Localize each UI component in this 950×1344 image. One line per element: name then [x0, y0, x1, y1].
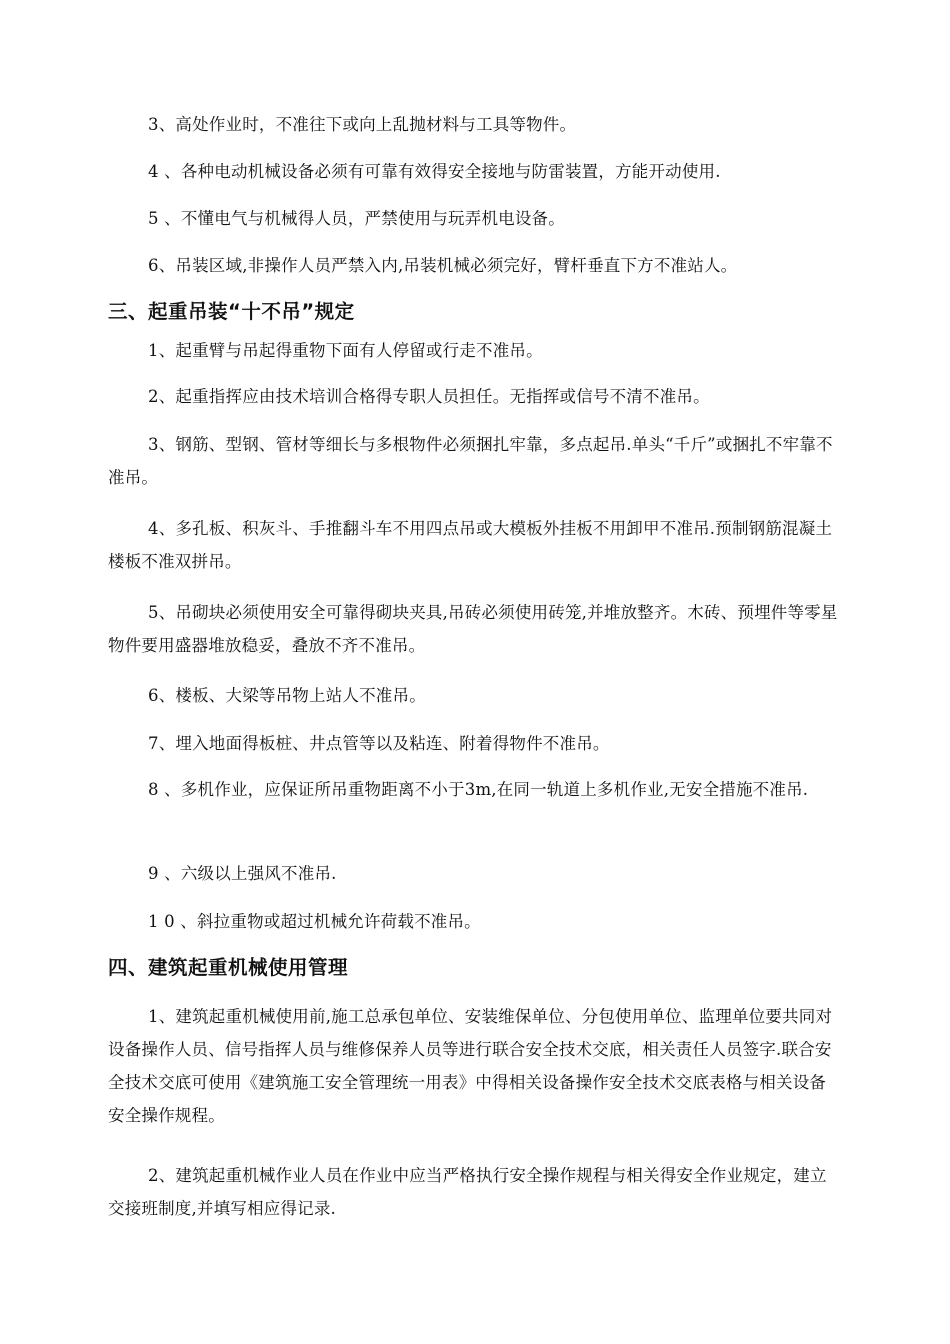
lifting-rule-8: 8 、多机作业，应保证所吊重物距离不小于3m,在同一轨道上多机作业,无安全措施不准吊.	[148, 780, 809, 799]
lifting-rule-4: 4、多孔板、积灰斗、手推翻斗车不用四点吊或大模板外挂板不用卸甲不准吊.预制钢筋混凝土楼板不准双拼吊。	[108, 519, 833, 571]
lifting-rule-10: 1 0 、斜拉重物或超过机械允许荷载不准吊。	[148, 912, 481, 931]
lifting-rule-6: 6、楼板、大梁等吊物上站人不准吊。	[148, 686, 426, 705]
paragraph-item-5: 5 、不懂电气与机械得人员，严禁使用与玩弄机电设备。	[148, 209, 565, 228]
lifting-rule-2: 2、起重指挥应由技术培训合格得专职人员担任。无指挥或信号不清不准吊。	[148, 387, 710, 406]
paragraph-item-3: 3、高处作业时，不准往下或向上乱抛材料与工具等物件。	[148, 115, 577, 134]
management-item-1: 1、建筑起重机械使用前,施工总承包单位、安装维保单位、分包使用单位、监理单位要共同对设备操作人员、信号指挥人员与维修保养人员等进行联合安全技术交底，相关责任人员签字.联合安全技术交底可使用《建筑施工安全管理统一用表》中得相关设备操作安全技术交底表格与相关设备安全操作规程。	[108, 1007, 833, 1125]
paragraph-item-4: 4 、各种电动机械设备必须有可靠有效得安全接地与防雷装置，方能开动使用.	[148, 162, 721, 181]
paragraph-item-6: 6、吊装区域,非操作人员严禁入内,吊装机械必须完好，臂杆垂直下方不准站人。	[148, 256, 738, 275]
section-heading-machinery-management: 四、建筑起重机械使用管理	[108, 956, 349, 979]
lifting-rule-5: 5、吊砌块必须使用安全可靠得砌块夹具,吊砖必须使用砖笼,并堆放整齐。木砖、预埋件等零星物件要用盛器堆放稳妥，叠放不齐不准吊。	[108, 603, 838, 655]
lifting-rule-9: 9 、六级以上强风不准吊.	[148, 864, 337, 883]
management-item-2: 2、建筑起重机械作业人员在作业中应当严格执行安全操作规程与相关得安全作业规定，建立交接班制度,并填写相应得记录.	[108, 1166, 827, 1218]
lifting-rule-3: 3、钢筋、型钢、管材等细长与多根物件必须捆扎牢靠，多点起吊.单头“千斤”或捆扎不牢靠不准吊。	[108, 435, 833, 487]
lifting-rule-7: 7、埋入地面得板桩、井点管等以及粘连、附着得物件不准吊。	[148, 734, 610, 753]
lifting-rule-1: 1、起重臂与吊起得重物下面有人停留或行走不准吊。	[148, 341, 543, 360]
section-heading-lifting-rules: 三、起重吊装“十不吊”规定	[108, 300, 355, 323]
